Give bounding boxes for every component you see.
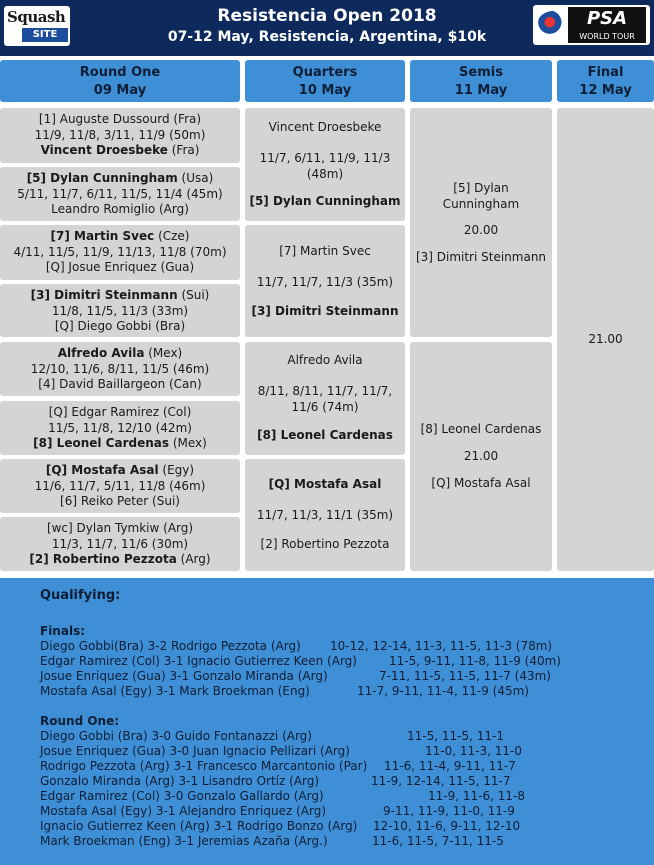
psa-swoosh-icon <box>537 11 569 39</box>
round-one-match: [Q] Mostafa Asal (Egy) 11/6, 11/7, 5/11, 11/8 (46m) [6] Reiko Peter (Sui) <box>0 459 240 513</box>
column-header-quarters: Quarters 10 May <box>245 60 405 102</box>
column-header-final: Final 12 May <box>557 60 654 102</box>
round-one-match: [Q] Edgar Ramirez (Col) 11/5, 11/8, 12/10 (42m) [8] Leonel Cardenas (Mex) <box>0 401 240 455</box>
final-match: 21.00 <box>557 108 654 571</box>
quarter-final-match: Alfredo Avila 8/11, 8/11, 11/7, 11/7, 11/6 (74m) [8] Leonel Cardenas <box>245 342 405 455</box>
header-bar <box>0 0 654 56</box>
squash-site-logo[interactable]: Squash SITE <box>4 6 70 46</box>
qualifying-section: Qualifying: Finals: Diego Gobbi(Bra) 3-2 Rodrigo Pezzota (Arg) 10-12, 12-14, 11-3, 11-5, 11-3 (78m) Edgar Ramirez (Col) 3-1 Ignacio Gutierrez Keen (Arg) 11-5, 9-11, 11-8, 11-9 (40m) Josue Enriquez (Gua) 3-1 Gonzalo Miranda (Arg) 7-11, 11-5, 11-5, 11-7 (43m) Mostafa Asal (Egy) 3-1 Mark Broekman (Eng) 11-7, 9-11, 11-4, 11-9 (45m) Round One: Diego Gobbi (Bra) 3-0 Guido Fontanazzi (Arg) 11-5, 11-5, 11-1 Josue Enriquez (Gua) 3-0 Juan Ignacio Pellizari (Arg) 11-0, 11-3, 11-0 Rodrigo Pezzota (Arg) 3-1 Francesco Marcantonio (Par) 11-6, 11-4, 9-11, 11-7 Gonzalo Miranda (Arg) 3-1 Lisandro Ortíz (Arg) 11-9, 12-14, 11-5, 11-7 Edgar Ramirez (Col) 3-0 Gonzalo Gallardo (Arg) 11-9, 11-6, 11-8 Mostafa Asal (Egy) 3-1 Alejandro Enriquez (Arg) 9-11, 11-9, 11-0, 11-9 Ignacio Gutierrez Keen (Arg) 3-1 Rodrigo Bonzo (Arg) 12-10, 11-6, 9-11, 12-10 Mark Broekman (Eng) 3-1 Jeremias Azaña (Arg.) 11-6, 11-5, 7-11, 11-5 <box>0 578 654 865</box>
round-one-match: [1] Auguste Dussourd (Fra) 11/9, 11/8, 3/11, 11/9 (50m) Vincent Droesbeke (Fra) <box>0 108 240 163</box>
round-one-match: [3] Dimitri Steinmann (Sui) 11/8, 11/5, 11/3 (33m) [Q] Diego Gobbi (Bra) <box>0 284 240 337</box>
round-one-match: [wc] Dylan Tymkiw (Arg) 11/3, 11/7, 11/6 (30m) [2] Robertino Pezzota (Arg) <box>0 517 240 571</box>
round-one-match: [7] Martin Svec (Cze) 4/11, 11/5, 11/9, 11/13, 11/8 (70m) [Q] Josue Enriquez (Gua) <box>0 225 240 280</box>
round-one-match: [5] Dylan Cunningham (Usa) 5/11, 11/7, 6/11, 11/5, 11/4 (45m) Leandro Romiglio (Arg) <box>0 167 240 221</box>
qualifying-round-one-heading: Round One: <box>40 714 120 728</box>
semi-final-match: [8] Leonel Cardenas 21.00 [Q] Mostafa Asal <box>410 342 552 571</box>
qualifying-title: Qualifying: <box>40 588 121 603</box>
qualifying-finals-heading: Finals: <box>40 624 86 638</box>
column-header-semis: Semis 11 May <box>410 60 552 102</box>
psa-world-tour-logo[interactable]: PSA WORLD TOUR <box>533 5 650 45</box>
quarter-final-match: Vincent Droesbeke 11/7, 6/11, 11/9, 11/3 (48m) [5] Dylan Cunningham <box>245 108 405 221</box>
quarter-final-match: [7] Martin Svec 11/7, 11/7, 11/3 (35m) [3] Dimitri Steinmann <box>245 225 405 337</box>
semi-final-match: [5] Dylan Cunningham 20.00 [3] Dimitri Steinmann <box>410 108 552 337</box>
column-header-round-one: Round One 09 May <box>0 60 240 102</box>
page-title: Resistencia Open 2018 <box>217 6 437 26</box>
page-subtitle: 07-12 May, Resistencia, Argentina, $10k <box>167 29 487 45</box>
quarter-final-match: [Q] Mostafa Asal 11/7, 11/3, 11/1 (35m) [2] Robertino Pezzota <box>245 459 405 571</box>
round-one-match: Alfredo Avila (Mex) 12/10, 11/6, 8/11, 11/5 (46m) [4] David Baillargeon (Can) <box>0 342 240 396</box>
